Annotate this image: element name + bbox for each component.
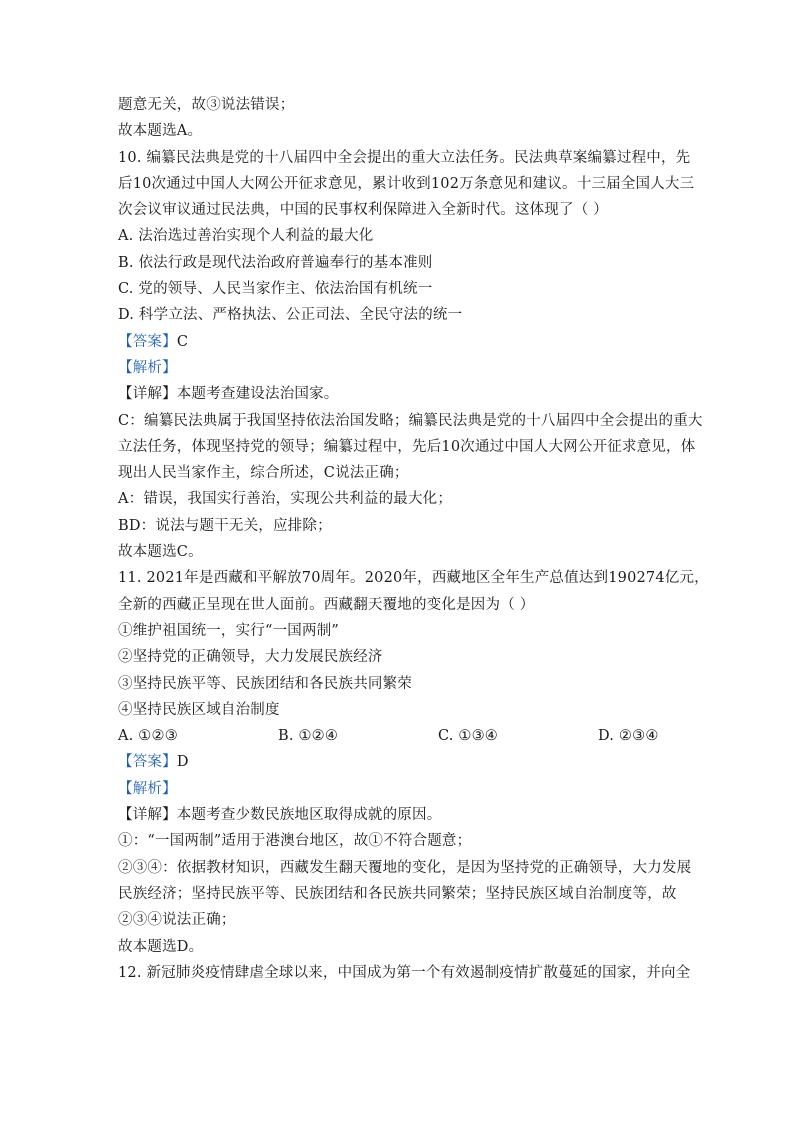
document-body [118,92,709,986]
text-line: ②坚持党的正确领导，大力发展民族经济 [118,649,383,666]
text-line: D. 科学立法、严格执法、公正司法、全民守法的统一 [118,307,463,324]
text-line: ③坚持民族平等、民族团结和各民族共同繁荣 [118,675,412,692]
text-line: 故本题选A。 [118,123,203,140]
text-line [118,776,678,802]
choice-option: C. ①③④ [438,728,498,745]
text-line: 全新的西藏正呈现在世人面前。西藏翻天覆地的变化是因为（ ） [118,596,535,613]
section-value: D [176,754,189,771]
text-line: 现出人民当家作主，综合所述，C说法正确； [118,465,409,482]
text-line: 次会议审议通过民法典，中国的民事权利保障进入全新时代。这体现了（ ） [118,202,608,219]
text-line [118,329,678,355]
text-line: C. 党的领导、人民当家作主、依法治国有机统一 [118,281,433,298]
text-line: 【详解】本题考查少数民族地区取得成就的原因。 [118,807,442,824]
text-line: 民族经济；坚持民族平等、民族团结和各民族共同繁荣；坚持民族区域自治制度等，故 [118,885,677,902]
text-line: 题意无关，故③说法错误； [118,97,295,113]
text-line: ②③④说法正确； [118,912,236,929]
text-line: 11. 2021年是西藏和平解放70周年。2020年，西藏地区全年生产总值达到190274亿元， [118,570,709,587]
text-line: 立法任务，体现坚持党的领导；编纂过程中，先后10次通过中国人大网公开征求意见，体 [118,438,696,455]
text-line: B. 依法行政是现代法治政府普遍奉行的基本准则 [118,254,433,271]
text-line: ④坚持民族区域自治制度 [118,701,280,718]
text-line: 10. 编纂民法典是党的十八届四中全会提出的重大立法任务。民法典草案编纂过程中，先 [118,149,691,166]
text-line: BD：说法与题干无关，应排除； [118,517,332,534]
text-line: ①：“一国两制”适用于港澳台地区，故①不符合题意； [118,833,472,850]
text-line: 故本题选C。 [118,544,203,561]
text-line: 后10次通过中国人大网公开征求意见，累计收到102万条意见和建议。十三届全国人大三 [118,175,695,192]
text-line: ②③④：依据教材知识，西藏发生翻天覆地的变化，是因为坚持党的正确领导，大力发展 [118,859,692,876]
section-tag: 【解析】 [118,780,177,797]
section-value: C [176,333,189,350]
text-line: A：错误，我国实行善治，实现公共利益的最大化； [118,491,453,508]
text-line: A. 法治选过善治实现个人利益的最大化 [118,228,374,245]
text-line: 12. 新冠肺炎疫情肆虐全球以来，中国成为第一个有效遏制疫情扩散蔓延的国家，并向全 [118,964,691,981]
text-line: C：编纂民法典属于我国坚持依法治国发略；编纂民法典是党的十八届四中全会提出的重大 [118,412,703,429]
text-line [118,749,678,775]
answer-choices [118,723,678,749]
choice-option: B. ①②④ [278,728,339,745]
text-line: 【详解】本题考查建设法治国家。 [118,386,339,403]
section-tag: 【答案】 [118,754,177,771]
text-line: 故本题选D。 [118,938,204,955]
text-line: ①维护祖国统一，实行“一国两制” [118,622,340,639]
choice-option: A. ①②③ [118,728,178,745]
section-tag: 【解析】 [118,359,177,376]
choice-option: D. ②③④ [598,728,659,745]
text-line [118,355,678,381]
section-tag: 【答案】 [118,333,177,350]
